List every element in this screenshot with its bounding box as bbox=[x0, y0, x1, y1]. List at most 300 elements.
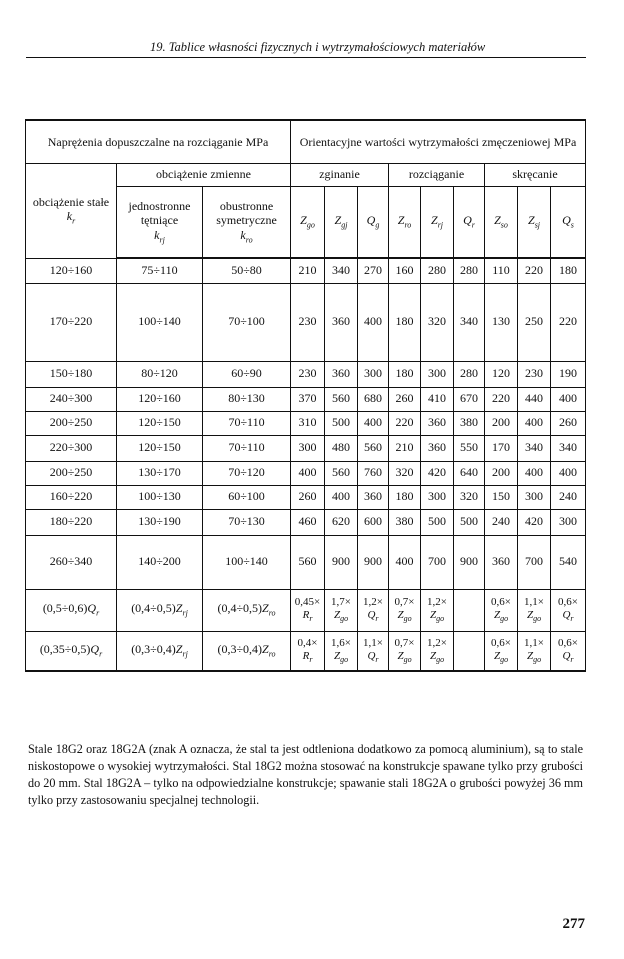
ratio-factor: 1,7× bbox=[331, 596, 351, 609]
symbol-label bbox=[366, 212, 380, 230]
ratio-cell bbox=[551, 631, 586, 671]
ratio-cell-subscript: go bbox=[403, 614, 412, 624]
ratio-cell-symbol bbox=[302, 649, 313, 665]
ratio-factor: 1,2× bbox=[427, 636, 447, 649]
ratio-cell-subscript: go bbox=[500, 655, 509, 665]
cell-value: 160 bbox=[389, 258, 421, 283]
col-static-label: obciążenie stałe bbox=[32, 194, 110, 209]
symbol-header-cell bbox=[358, 186, 389, 258]
ratio-symbol-letter: Z bbox=[262, 641, 269, 656]
ratio-symbol-subscript: rj bbox=[182, 649, 188, 659]
symbol-label bbox=[463, 212, 475, 230]
header-rule bbox=[26, 57, 586, 58]
table-row bbox=[26, 411, 586, 435]
ratio-symbol bbox=[90, 641, 103, 659]
cell-value: 410 bbox=[421, 387, 454, 411]
ratio-cell bbox=[358, 589, 389, 631]
cell-value: 560 bbox=[325, 387, 358, 411]
ratio-cell bbox=[485, 589, 518, 631]
symbol-letter: Z bbox=[397, 212, 405, 227]
cell-value: 340 bbox=[454, 283, 485, 361]
ratio-factor: 1,1× bbox=[524, 636, 544, 649]
cell-value: 220 bbox=[518, 258, 551, 283]
cell-value: 640 bbox=[454, 461, 485, 485]
ratio-cell-letter: Z bbox=[429, 649, 437, 662]
cell-krj: 120÷150 bbox=[117, 411, 203, 435]
properties-table bbox=[25, 119, 586, 672]
cell-kro: 50÷80 bbox=[203, 258, 291, 283]
cell-value: 700 bbox=[421, 535, 454, 589]
cell-kro: 60÷90 bbox=[203, 361, 291, 387]
ratio-cell bbox=[389, 631, 421, 671]
ratio-factor: 1,1× bbox=[363, 636, 383, 649]
cell-value: 440 bbox=[518, 387, 551, 411]
symbol-header-cell bbox=[518, 186, 551, 258]
cell-value: 340 bbox=[518, 435, 551, 461]
col-symmetric-label: obustronne symetryczne bbox=[216, 198, 277, 228]
cell-value: 280 bbox=[454, 258, 485, 283]
ratio-cell-letter: Z bbox=[526, 609, 534, 622]
cell-krj: 100÷130 bbox=[117, 485, 203, 509]
ratio-symbol-subscript: ro bbox=[268, 608, 276, 618]
ratio-cell bbox=[454, 589, 485, 631]
group-right-header: Orientacyjne wartości wytrzymałości zmęczeniowej MPa bbox=[291, 120, 586, 163]
col-symmetric-header bbox=[203, 186, 291, 258]
cell-value: 250 bbox=[518, 283, 551, 361]
cell-value: 300 bbox=[358, 361, 389, 387]
symbol-subscript: sj bbox=[534, 220, 541, 230]
symbol-label bbox=[397, 212, 412, 230]
cell-value: 370 bbox=[291, 387, 325, 411]
ratio-cell-subscript: r bbox=[570, 655, 574, 665]
col-pulsating-symbol: $k_{rj}$ bbox=[154, 227, 165, 245]
ratio-factor: 0,45× bbox=[294, 596, 321, 609]
cell-value: 420 bbox=[421, 461, 454, 485]
symbol-header-cell bbox=[291, 186, 325, 258]
cell-value: 340 bbox=[325, 258, 358, 283]
ratio-row bbox=[26, 631, 586, 671]
ratio-cell bbox=[518, 589, 551, 631]
symbol-subscript: ro bbox=[404, 220, 412, 230]
symbol-letter: Z bbox=[334, 212, 342, 227]
cell-value: 420 bbox=[518, 509, 551, 535]
ratio-cell-symbol bbox=[333, 609, 349, 624]
col-static-symbol: $k_r$ bbox=[66, 209, 76, 226]
cell-krj: 120÷150 bbox=[117, 435, 203, 461]
ratio-symbol bbox=[262, 641, 276, 659]
ratio-cell-subscript: r bbox=[309, 655, 313, 665]
cell-kr: 150÷180 bbox=[26, 361, 117, 387]
cell-value: 500 bbox=[325, 411, 358, 435]
ratio-cell-letter: Z bbox=[397, 609, 404, 622]
ratio-symbol-subscript: ro bbox=[268, 649, 276, 659]
cell-value: 220 bbox=[551, 283, 586, 361]
cell-value: 600 bbox=[358, 509, 389, 535]
cell-value: 400 bbox=[389, 535, 421, 589]
group-left-header: Naprężenia dopuszczalne na rozciąganie MPa bbox=[26, 120, 291, 163]
ratio-range: (0,3÷0,4) bbox=[217, 641, 263, 656]
symbol-header-cell bbox=[389, 186, 421, 258]
table-row bbox=[26, 435, 586, 461]
col-pulsating-label: jednostronne tętniące bbox=[128, 198, 191, 228]
cell-krj: 80÷120 bbox=[117, 361, 203, 387]
cell-value: 220 bbox=[485, 387, 518, 411]
cell-value: 320 bbox=[421, 283, 454, 361]
ratio-cell-subscript: go bbox=[436, 614, 445, 624]
cell-value: 400 bbox=[325, 485, 358, 509]
cell-value: 550 bbox=[454, 435, 485, 461]
ratio-symbol bbox=[175, 641, 188, 659]
ratio-cell bbox=[454, 631, 485, 671]
cell-value: 360 bbox=[421, 435, 454, 461]
cell-value: 320 bbox=[454, 485, 485, 509]
symbol-label bbox=[562, 212, 574, 230]
ratio-range: (0,5÷0,6) bbox=[42, 601, 88, 616]
cell-kro: 70÷120 bbox=[203, 461, 291, 485]
cell-value: 560 bbox=[325, 461, 358, 485]
cell-value: 210 bbox=[389, 435, 421, 461]
symbol-subscript: g bbox=[375, 220, 380, 230]
cell-kro: 70÷110 bbox=[203, 435, 291, 461]
ratio-cell-letter: Z bbox=[429, 609, 437, 622]
ratio-cell-letter: Z bbox=[333, 649, 341, 662]
cell-value: 230 bbox=[291, 283, 325, 361]
ratio-factor: 0,4× bbox=[297, 636, 318, 649]
cell-value: 670 bbox=[454, 387, 485, 411]
cell-value: 200 bbox=[485, 461, 518, 485]
ratio-factor: 0,6× bbox=[491, 636, 511, 649]
cell-krj: 75÷110 bbox=[117, 258, 203, 283]
cell-kro: 70÷100 bbox=[203, 283, 291, 361]
ratio-cell-symbol bbox=[397, 609, 412, 624]
symbol-label bbox=[528, 212, 541, 230]
symbol-letter: Z bbox=[300, 212, 307, 227]
ratio-symbol-letter: Z bbox=[175, 641, 183, 656]
ratio-factor: 0,7× bbox=[394, 596, 415, 609]
ratio-cell-symbol bbox=[367, 609, 379, 624]
cell-value: 240 bbox=[551, 485, 586, 509]
cell-value: 400 bbox=[518, 461, 551, 485]
cell-value: 360 bbox=[325, 361, 358, 387]
cell-kro-ratio bbox=[203, 631, 291, 671]
cell-value: 380 bbox=[454, 411, 485, 435]
variable-load-header: obciążenie zmienne bbox=[117, 163, 291, 186]
ratio-symbol-letter: Q bbox=[90, 641, 100, 656]
torsion-header: skręcanie bbox=[485, 163, 586, 186]
cell-value: 700 bbox=[518, 535, 551, 589]
ratio-symbol-subscript: rj bbox=[182, 608, 188, 618]
col-static-header bbox=[26, 163, 117, 258]
cell-kr: 160÷220 bbox=[26, 485, 117, 509]
ratio-cell-letter: R bbox=[302, 649, 310, 662]
cell-value: 170 bbox=[485, 435, 518, 461]
ratio-cell-symbol bbox=[367, 649, 379, 665]
ratio-symbol bbox=[175, 601, 188, 618]
ratio-cell-subscript: go bbox=[533, 614, 542, 624]
ratio-cell-letter: Z bbox=[493, 649, 501, 662]
cell-value: 190 bbox=[551, 361, 586, 387]
col-symmetric-symbol: $k_{ro}$ bbox=[240, 227, 253, 245]
ratio-range: (0,4÷0,5) bbox=[131, 601, 176, 616]
ratio-cell-subscript: r bbox=[570, 614, 574, 624]
cell-value: 500 bbox=[421, 509, 454, 535]
ratio-factor: 0,6× bbox=[491, 596, 511, 609]
cell-kro: 70÷130 bbox=[203, 509, 291, 535]
cell-value: 560 bbox=[291, 535, 325, 589]
table-row bbox=[26, 485, 586, 509]
cell-value: 230 bbox=[518, 361, 551, 387]
running-header: 19. Tablice własności fizycznych i wytrzymałościowych materiałów bbox=[150, 40, 486, 54]
tension-header: rozciąganie bbox=[389, 163, 485, 186]
table-row bbox=[26, 535, 586, 589]
ratio-cell bbox=[325, 631, 358, 671]
ratio-cell bbox=[485, 631, 518, 671]
symbol-label bbox=[334, 212, 348, 230]
cell-value: 360 bbox=[421, 411, 454, 435]
ratio-cell-subscript: go bbox=[403, 655, 412, 665]
col-pulsating-header bbox=[117, 186, 203, 258]
ratio-cell-letter: Q bbox=[367, 609, 376, 622]
cell-kro: 70÷110 bbox=[203, 411, 291, 435]
ratio-cell-symbol bbox=[397, 649, 412, 665]
cell-value: 300 bbox=[518, 485, 551, 509]
symbol-subscript: s bbox=[570, 220, 574, 230]
table-row bbox=[26, 461, 586, 485]
cell-value: 210 bbox=[291, 258, 325, 283]
ratio-cell-letter: R bbox=[302, 609, 310, 622]
ratio-cell-symbol bbox=[429, 609, 445, 624]
ratio-symbol-letter: Q bbox=[87, 601, 97, 616]
properties-table-wrap bbox=[25, 119, 585, 672]
ratio-cell-subscript: r bbox=[309, 614, 313, 624]
ratio-factor: 0,6× bbox=[558, 636, 578, 649]
ratio-cell-subscript: go bbox=[340, 614, 349, 624]
cell-value: 400 bbox=[358, 411, 389, 435]
symbol-letter: Z bbox=[528, 212, 535, 227]
cell-value: 320 bbox=[389, 461, 421, 485]
ratio-range: (0,3÷0,4) bbox=[131, 641, 176, 656]
cell-value: 360 bbox=[325, 283, 358, 361]
ratio-cell-subscript: go bbox=[533, 655, 542, 665]
ratio-cell-subscript: go bbox=[436, 655, 445, 665]
ratio-cell-letter: Q bbox=[562, 609, 571, 622]
ratio-cell-symbol bbox=[526, 609, 542, 624]
ratio-cell bbox=[358, 631, 389, 671]
cell-value: 500 bbox=[454, 509, 485, 535]
cell-value: 400 bbox=[291, 461, 325, 485]
cell-krj: 120÷160 bbox=[117, 387, 203, 411]
cell-value: 240 bbox=[485, 509, 518, 535]
ratio-factor: 0,7× bbox=[394, 636, 415, 649]
ratio-cell-letter: Z bbox=[526, 649, 534, 662]
symbol-letter: Q bbox=[366, 212, 376, 227]
ratio-row bbox=[26, 589, 586, 631]
cell-value: 280 bbox=[421, 258, 454, 283]
cell-kro: 80÷130 bbox=[203, 387, 291, 411]
cell-value: 180 bbox=[389, 283, 421, 361]
cell-value: 400 bbox=[358, 283, 389, 361]
cell-value: 400 bbox=[518, 411, 551, 435]
cell-krj-ratio bbox=[117, 589, 203, 631]
cell-value: 300 bbox=[291, 435, 325, 461]
cell-kr: 120÷160 bbox=[26, 258, 117, 283]
ratio-range: (0,4÷0,5) bbox=[217, 601, 263, 616]
cell-value: 540 bbox=[551, 535, 586, 589]
cell-value: 360 bbox=[485, 535, 518, 589]
ratio-cell bbox=[389, 589, 421, 631]
cell-kr: 200÷250 bbox=[26, 411, 117, 435]
ratio-cell-symbol bbox=[562, 609, 574, 624]
symbol-header-cell bbox=[551, 186, 586, 258]
symbol-header-cell bbox=[454, 186, 485, 258]
ratio-cell-letter: Z bbox=[397, 649, 404, 662]
cell-value: 180 bbox=[389, 361, 421, 387]
cell-value: 480 bbox=[325, 435, 358, 461]
cell-value: 260 bbox=[551, 411, 586, 435]
symbol-label bbox=[431, 212, 444, 230]
table-row bbox=[26, 361, 586, 387]
ratio-cell-symbol bbox=[526, 649, 542, 665]
ratio-cell-subscript: go bbox=[500, 614, 509, 624]
cell-value: 560 bbox=[358, 435, 389, 461]
cell-kr-ratio bbox=[26, 631, 117, 671]
ratio-cell-letter: Q bbox=[562, 649, 571, 662]
ratio-symbol-subscript: r bbox=[96, 608, 100, 618]
cell-kr-ratio bbox=[26, 589, 117, 631]
cell-value: 270 bbox=[358, 258, 389, 283]
symbol-header-cell bbox=[325, 186, 358, 258]
ratio-factor: 1,1× bbox=[524, 596, 544, 609]
symbol-subscript: gj bbox=[341, 220, 348, 230]
ratio-cell bbox=[421, 589, 454, 631]
ratio-cell-symbol bbox=[429, 649, 445, 665]
cell-kro: 100÷140 bbox=[203, 535, 291, 589]
cell-value: 460 bbox=[291, 509, 325, 535]
cell-kr: 170÷220 bbox=[26, 283, 117, 361]
cell-value: 260 bbox=[389, 387, 421, 411]
cell-value: 360 bbox=[358, 485, 389, 509]
cell-value: 150 bbox=[485, 485, 518, 509]
cell-value: 220 bbox=[389, 411, 421, 435]
cell-kro-ratio bbox=[203, 589, 291, 631]
cell-value: 760 bbox=[358, 461, 389, 485]
ratio-symbol-letter: Z bbox=[175, 601, 183, 616]
cell-value: 280 bbox=[454, 361, 485, 387]
ratio-cell-symbol bbox=[302, 609, 313, 624]
cell-value: 310 bbox=[291, 411, 325, 435]
table-row bbox=[26, 283, 586, 361]
cell-value: 620 bbox=[325, 509, 358, 535]
cell-krj-ratio bbox=[117, 631, 203, 671]
cell-kro: 60÷100 bbox=[203, 485, 291, 509]
symbol-subscript: so bbox=[500, 220, 508, 230]
cell-value: 340 bbox=[551, 435, 586, 461]
cell-value: 130 bbox=[485, 283, 518, 361]
cell-value: 200 bbox=[485, 411, 518, 435]
cell-value: 680 bbox=[358, 387, 389, 411]
ratio-cell bbox=[325, 589, 358, 631]
cell-kr: 240÷300 bbox=[26, 387, 117, 411]
page-number: 277 bbox=[562, 916, 585, 932]
ratio-cell-subscript: r bbox=[375, 655, 379, 665]
ratio-cell-symbol bbox=[333, 649, 349, 665]
ratio-cell bbox=[291, 589, 325, 631]
ratio-cell bbox=[421, 631, 454, 671]
ratio-cell-subscript: r bbox=[375, 614, 379, 624]
symbol-header-cell bbox=[485, 186, 518, 258]
ratio-cell bbox=[291, 631, 325, 671]
ratio-cell-symbol bbox=[562, 649, 574, 665]
ratio-symbol-letter: Z bbox=[262, 601, 269, 616]
cell-krj: 100÷140 bbox=[117, 283, 203, 361]
cell-krj: 140÷200 bbox=[117, 535, 203, 589]
cell-value: 380 bbox=[389, 509, 421, 535]
bending-header: zginanie bbox=[291, 163, 389, 186]
cell-kr: 260÷340 bbox=[26, 535, 117, 589]
cell-value: 120 bbox=[485, 361, 518, 387]
cell-krj: 130÷170 bbox=[117, 461, 203, 485]
ratio-symbol bbox=[262, 601, 276, 618]
symbol-header-cell bbox=[421, 186, 454, 258]
ratio-cell-letter: Z bbox=[333, 609, 341, 622]
cell-value: 300 bbox=[421, 361, 454, 387]
footnote: Stale 18G2 oraz 18G2A (znak A oznacza, że stal ta jest odtleniona dodatkowo za pomocą aluminium), są to stale niskostopowe o wysokiej wytrzymałości. Stal 18G2 można stosować na konstrukcje spawane tylko przy grubości do 20 mm. Stal 18G2A – tylko na odpowiedzialne konstrukcje; spawanie stali 18G2A o grubości powyżej 36 mm tylko przy zastosowaniu specjalnej technologii. bbox=[28, 742, 583, 807]
cell-value: 230 bbox=[291, 361, 325, 387]
symbol-subscript: go bbox=[306, 220, 315, 230]
ratio-symbol bbox=[87, 601, 100, 618]
table-row bbox=[26, 258, 586, 283]
cell-value: 180 bbox=[551, 258, 586, 283]
symbol-letter: Z bbox=[494, 212, 501, 227]
ratio-symbol-subscript: r bbox=[99, 649, 103, 659]
ratio-cell bbox=[518, 631, 551, 671]
ratio-factor: 1,2× bbox=[363, 596, 383, 609]
cell-value: 400 bbox=[551, 461, 586, 485]
cell-kr: 200÷250 bbox=[26, 461, 117, 485]
ratio-cell-symbol bbox=[493, 649, 509, 665]
symbol-label bbox=[494, 212, 508, 230]
cell-value: 900 bbox=[454, 535, 485, 589]
ratio-cell-letter: Q bbox=[367, 649, 376, 662]
ratio-factor: 1,2× bbox=[427, 596, 447, 609]
cell-value: 110 bbox=[485, 258, 518, 283]
symbol-subscript: r bbox=[471, 220, 475, 230]
cell-value: 900 bbox=[358, 535, 389, 589]
cell-kr: 180÷220 bbox=[26, 509, 117, 535]
ratio-factor: 0,6× bbox=[558, 596, 578, 609]
ratio-cell bbox=[551, 589, 586, 631]
cell-value: 260 bbox=[291, 485, 325, 509]
ratio-cell-letter: Z bbox=[493, 609, 501, 622]
symbol-letter: Q bbox=[562, 212, 571, 227]
ratio-cell-symbol bbox=[493, 609, 509, 624]
table-row bbox=[26, 509, 586, 535]
cell-kr: 220÷300 bbox=[26, 435, 117, 461]
symbol-subscript: rj bbox=[437, 220, 444, 230]
cell-value: 400 bbox=[551, 387, 586, 411]
ratio-cell-subscript: go bbox=[340, 655, 349, 665]
symbol-label bbox=[300, 212, 315, 230]
cell-value: 300 bbox=[551, 509, 586, 535]
cell-value: 900 bbox=[325, 535, 358, 589]
ratio-factor: 1,6× bbox=[331, 636, 351, 649]
ratio-range: (0,35÷0,5) bbox=[39, 641, 91, 656]
table-row bbox=[26, 387, 586, 411]
symbol-letter: Q bbox=[463, 212, 472, 227]
cell-value: 300 bbox=[421, 485, 454, 509]
cell-value: 180 bbox=[389, 485, 421, 509]
cell-krj: 130÷190 bbox=[117, 509, 203, 535]
